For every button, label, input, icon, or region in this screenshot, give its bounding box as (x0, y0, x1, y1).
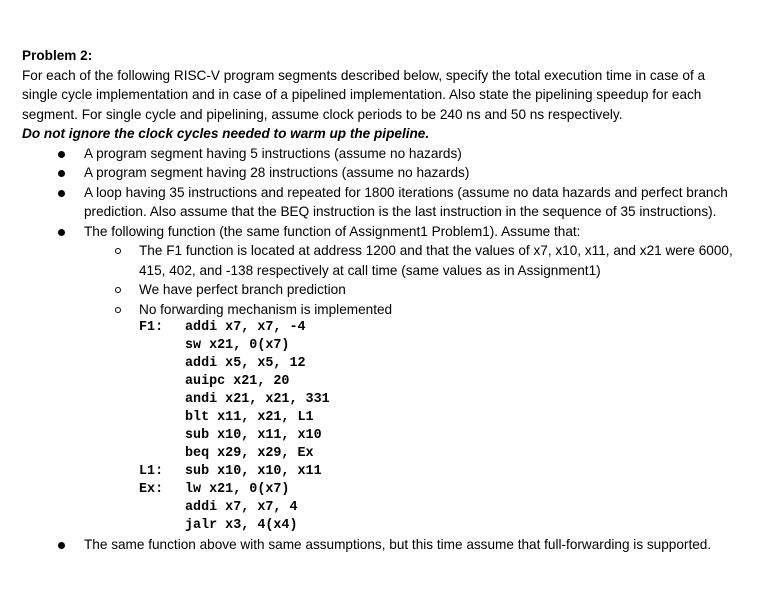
code-instruction: auipc x21, 20 (185, 374, 290, 389)
problem-title: Problem 2: (22, 48, 93, 63)
bullet-item (22, 535, 742, 555)
ring-bullet-icon (115, 307, 121, 313)
bullet-text: A loop having 35 instructions and repeated for 1800 iterations (assume no data hazards and perfect branch prediction. Also assume that the BEQ instruction is the last instruction in the sequence of 35 instructions). (84, 184, 728, 219)
code-line (139, 463, 742, 481)
code-label (139, 373, 185, 391)
code-line (139, 319, 742, 337)
code-label (139, 391, 185, 409)
code-line (139, 355, 742, 373)
code-line (139, 481, 742, 499)
code-label (139, 427, 185, 445)
code-label (139, 445, 185, 463)
code-instruction: beq x29, x29, Ex (185, 446, 314, 461)
bullet-text: A program segment having 28 instructions (assume no hazards) (84, 165, 470, 180)
code-instruction: sw x21, 0(x7) (185, 338, 290, 353)
code-label: F1: (139, 320, 164, 335)
bullet-item (22, 163, 742, 183)
code-instruction: jalr x3, 4(x4) (185, 518, 298, 533)
bullet-dot-icon (58, 151, 65, 158)
code-instruction: lw x21, 0(x7) (185, 482, 290, 497)
bullet-item (22, 183, 742, 222)
code-instruction: blt x11, x21, L1 (185, 410, 314, 425)
code-line (139, 409, 742, 427)
code-label (139, 409, 185, 427)
code-instruction: andi x21, x21, 331 (185, 392, 330, 407)
code-line (139, 391, 742, 409)
bullet-dot-icon (58, 190, 65, 197)
code-line (139, 517, 742, 535)
bullet-item (22, 144, 742, 164)
code-label (139, 499, 185, 517)
problem-emphasis: Do not ignore the clock cycles needed to warm up the pipeline. (22, 126, 430, 141)
code-instruction: sub x10, x10, x11 (185, 464, 322, 479)
bullet-list (22, 144, 742, 555)
sub-bullet-item (84, 300, 742, 320)
document-page (22, 46, 742, 555)
code-label (139, 337, 185, 355)
code-instruction: addi x5, x5, 12 (185, 356, 306, 371)
bullet-dot-icon (58, 229, 65, 236)
bullet-text: A program segment having 5 instructions (assume no hazards) (84, 145, 462, 161)
code-line (139, 445, 742, 463)
code-label: L1: (139, 464, 164, 479)
code-instruction: addi x7, x7, -4 (185, 320, 306, 335)
bullet-text: The following function (the same function of Assignment1 Problem1). Assume that: (84, 223, 581, 239)
sub-bullet-text: We have perfect branch prediction (139, 282, 346, 297)
sub-bullet-text: The F1 function is located at address 1200 and that the values of x7, x10, x11, and x21 were 6000, 415, 402, and -138 respectively at call time (same values as in Assignment1) (139, 243, 733, 278)
bullet-dot-icon (58, 170, 65, 177)
ring-bullet-icon (115, 248, 121, 254)
bullet-item (22, 222, 742, 536)
sub-bullet-text: No forwarding mechanism is implemented (139, 301, 393, 317)
code-line (139, 337, 742, 355)
sub-bullet-item (84, 280, 742, 300)
code-label (139, 517, 185, 535)
code-line (139, 427, 742, 445)
ring-bullet-icon (115, 287, 121, 293)
code-instruction: addi x7, x7, 4 (185, 500, 298, 515)
sub-bullet-item (84, 241, 742, 280)
bullet-dot-icon (58, 542, 65, 549)
code-line (139, 373, 742, 391)
code-instruction: sub x10, x11, x10 (185, 428, 322, 443)
code-label (139, 355, 185, 373)
sub-bullet-list (84, 241, 742, 319)
problem-intro: For each of the following RISC-V program segments described below, specify the total execution time in case of a single cycle implementation and in case of a pipelined implementation. Also state the pipelining speedup for each segment. For single cycle and pipelining, assume clock periods to be 240 ns and 50 ns respectively. (22, 67, 706, 122)
code-label: Ex: (139, 482, 164, 497)
code-listing (139, 319, 742, 535)
code-line (139, 499, 742, 517)
bullet-text: The same function above with same assumptions, but this time assume that full-forwarding is supported. (84, 537, 712, 552)
